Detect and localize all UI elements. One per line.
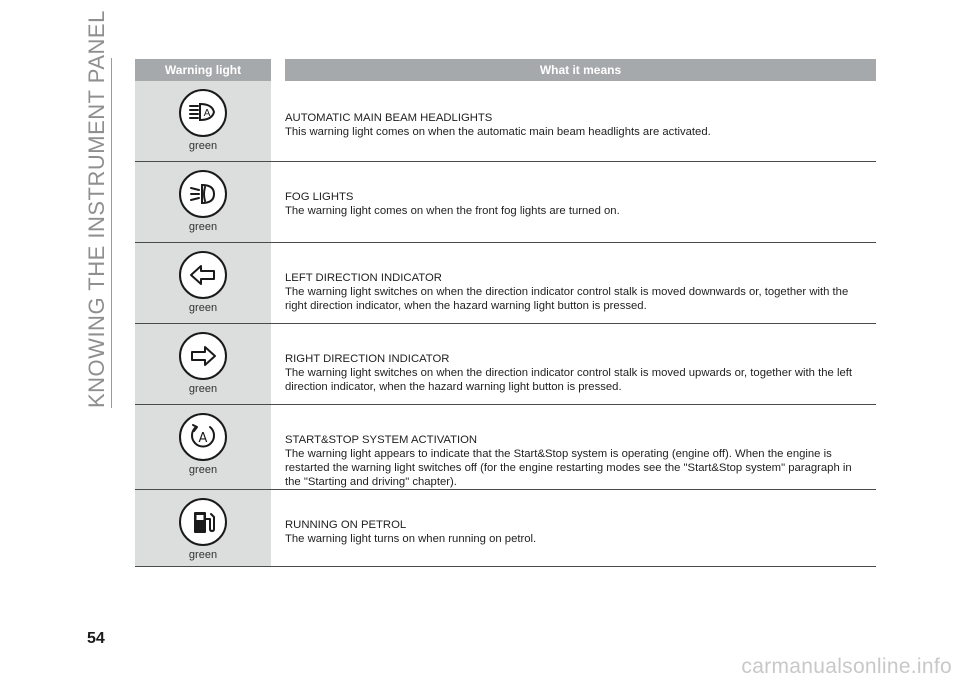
light-title: FOG LIGHTS [285, 191, 354, 203]
table-row [135, 324, 876, 405]
light-description: The warning light switches on when the direction indicator control stalk is moved downwards or, together with the right direction indicator, when the hazard warning light button is pressed. [285, 286, 849, 312]
svg-text:A: A [198, 431, 208, 446]
icon-cell [135, 490, 271, 567]
light-color-label: green [188, 383, 218, 395]
light-title: RUNNING ON PETROL [285, 519, 407, 531]
light-color-label: green [188, 221, 218, 233]
icon-cell [135, 324, 271, 405]
light-color-label: green [188, 140, 218, 152]
auto-high-beam-icon [179, 89, 227, 137]
meaning-cell [285, 243, 876, 324]
meaning-cell [285, 490, 876, 567]
start-stop-icon [179, 413, 227, 461]
light-color-label: green [188, 549, 218, 561]
meaning-cell [285, 81, 876, 162]
svg-text:A: A [203, 108, 211, 119]
table-row [135, 490, 876, 567]
meaning-cell [285, 405, 876, 490]
icon-cell [135, 162, 271, 243]
section-title: KNOWING THE INSTRUMENT PANEL [84, 10, 109, 408]
table-row [135, 81, 876, 162]
meaning-cell [285, 162, 876, 243]
left-arrow-icon [179, 251, 227, 299]
page-number: 54 [87, 630, 105, 647]
icon-cell [135, 405, 271, 490]
icon-cell [135, 243, 271, 324]
table-row [135, 405, 876, 490]
fuel-pump-icon [179, 498, 227, 546]
meaning-cell [285, 324, 876, 405]
light-title: LEFT DIRECTION INDICATOR [285, 272, 442, 284]
light-description: This warning light comes on when the automatic main beam headlights are activated. [285, 126, 711, 138]
header-warning-light: Warning light [135, 59, 271, 81]
light-color-label: green [188, 302, 218, 314]
light-title: START&STOP SYSTEM ACTIVATION [285, 434, 478, 446]
light-description: The warning light appears to indicate that the Start&Stop system is operating (engine off). When the engine is restarted the warning light switches off (for the engine restarting modes see the "Start&Stop system" paragraph in the "Starting and driving" chapter). [285, 448, 852, 488]
table-row [135, 162, 876, 243]
light-description: The warning light switches on when the direction indicator control stalk is moved upwards or, together with the left direction indicator, when the hazard warning light button is pressed. [285, 367, 853, 393]
icon-cell [135, 81, 271, 162]
section-divider [111, 58, 112, 408]
light-description: The warning light turns on when running on petrol. [285, 533, 537, 545]
watermark: carmanualsonline.info [741, 655, 952, 678]
light-color-label: green [188, 464, 218, 476]
light-title: RIGHT DIRECTION INDICATOR [285, 353, 450, 365]
light-description: The warning light comes on when the front fog lights are turned on. [285, 205, 620, 217]
right-arrow-icon [179, 332, 227, 380]
warning-light-table [135, 59, 876, 567]
light-title: AUTOMATIC MAIN BEAM HEADLIGHTS [285, 112, 493, 124]
fog-light-icon [179, 170, 227, 218]
header-what-it-means: What it means [285, 59, 876, 81]
header-gap [271, 59, 285, 81]
table-row [135, 243, 876, 324]
table-header-row [135, 59, 876, 81]
